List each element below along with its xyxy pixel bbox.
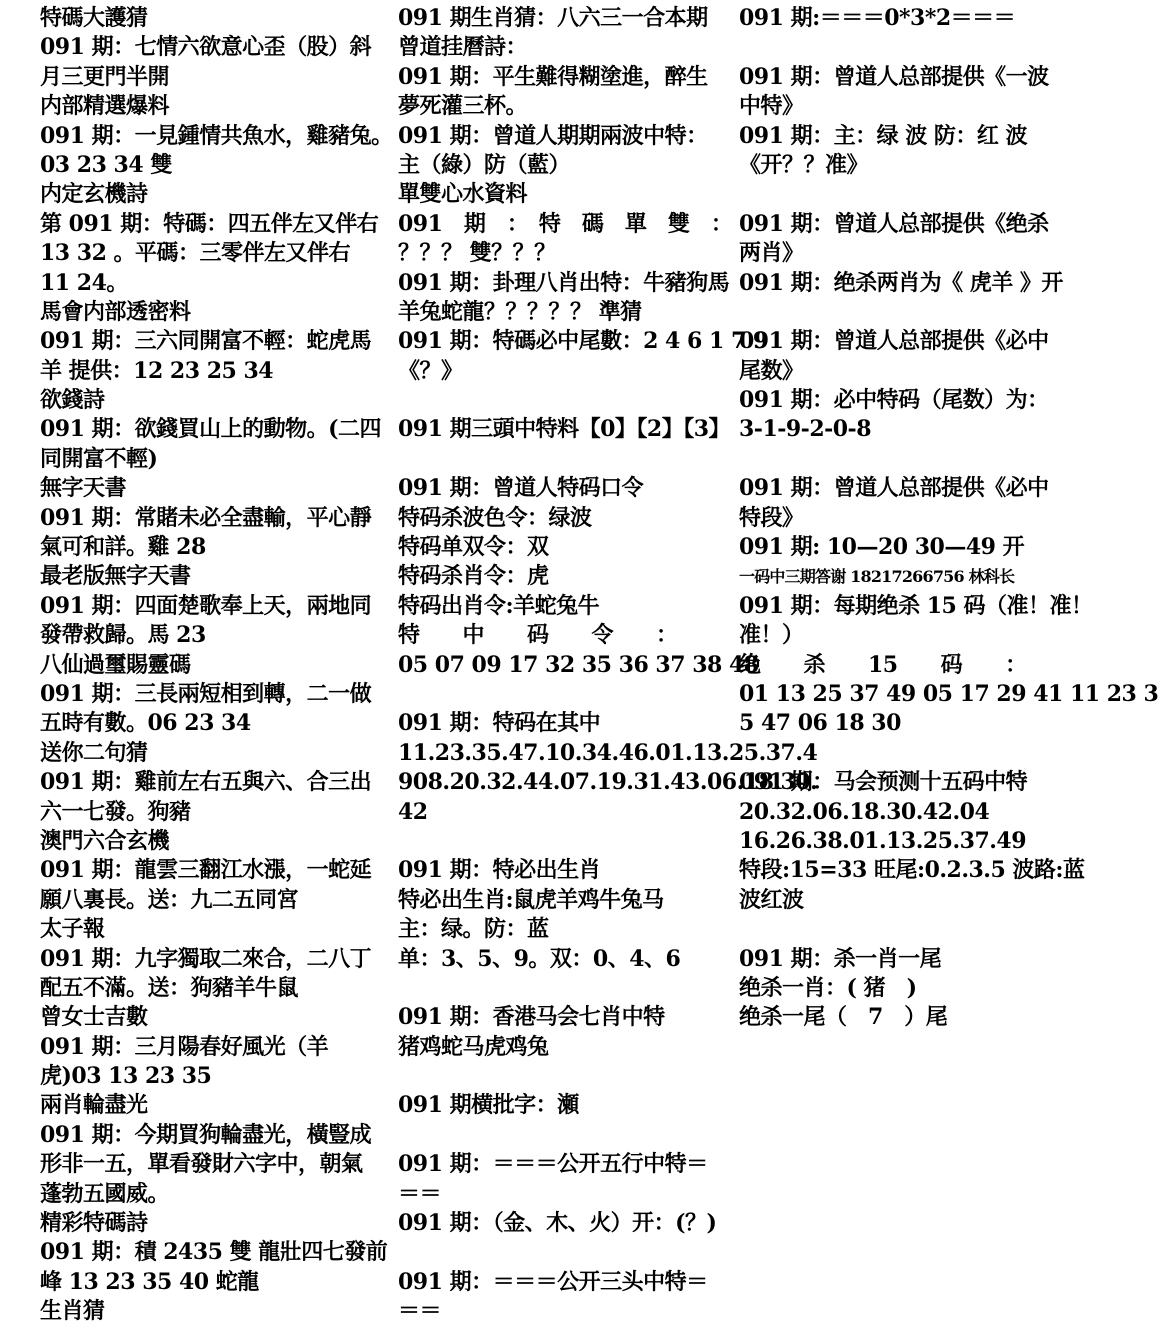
col3-line: 中特》 bbox=[739, 93, 804, 120]
col2-line: 091 期：＝＝＝公开五行中特＝ bbox=[398, 1151, 708, 1178]
col3-line: 091 期：每期绝杀 15 码（准！准！ bbox=[739, 592, 1093, 619]
col1-line: 羊 提供：12 23 25 34 bbox=[40, 357, 274, 384]
col1-line: 配五不滿。送：狗豬羊牛鼠 bbox=[40, 974, 299, 1001]
col3-line: 准！） bbox=[739, 622, 804, 649]
col3-line: 3-1-9-2-0-8 bbox=[739, 416, 871, 443]
col2-line: 特码出肖令:羊蛇兔牛 bbox=[398, 592, 600, 619]
col1-line: 六一七發。狗豬 bbox=[40, 798, 191, 825]
col3-line bbox=[739, 298, 1069, 327]
col1-line: 同開富不輕) bbox=[40, 445, 158, 472]
col1-line: 氣可和詳。雞 28 bbox=[40, 534, 206, 561]
col2-line: 主（綠）防（藍） bbox=[398, 151, 571, 178]
col2-line: 091 期：（金、木、火）开：(？) bbox=[398, 1210, 717, 1237]
col1-line: 最老版無字天書 bbox=[40, 563, 191, 590]
col3-line: 091 期：必中特码（尾数）为： bbox=[739, 387, 1049, 414]
col2-line: 091 期：香港马会七肖中特 bbox=[398, 1004, 665, 1031]
col2-line: 曾道挂曆詩： bbox=[398, 34, 528, 61]
col3-line: 091 期：主：绿 波 防：红 波 bbox=[739, 122, 1028, 149]
col3-line: 091 期：绝杀两肖为《 虎羊 》开 bbox=[739, 269, 1063, 296]
col1-line: 03 23 34 雙 bbox=[40, 151, 172, 178]
col3-line bbox=[739, 33, 1069, 62]
col3-line: 091 期：曾道人总部提供《绝杀 bbox=[739, 210, 1049, 237]
col3-line: 091 期:＝＝＝0*3*2＝＝＝ bbox=[739, 5, 1016, 31]
col3-line: 两肖》 bbox=[739, 240, 804, 267]
column-left bbox=[40, 4, 393, 1327]
col2-line: ＝＝ bbox=[398, 1298, 442, 1325]
col1-line: 生肖猜 bbox=[40, 1298, 105, 1325]
col1-line: 虎)03 13 23 35 bbox=[40, 1063, 212, 1090]
col3-line: 091 期：曾道人总部提供《一波 bbox=[739, 63, 1049, 90]
col3-line: 特段:15=33 旺尾:0.2.3.5 波路:蓝 bbox=[739, 857, 1085, 884]
col2-line: ？？？ 雙？？？ bbox=[398, 240, 556, 267]
col1-line: 無字天書 bbox=[40, 475, 127, 502]
col1-line: 第 091 期：特碼：四五伴左又伴右 bbox=[40, 210, 379, 237]
col3-line: 091 期: 10—20 30—49 开 bbox=[739, 534, 1025, 561]
col3-line: 特段》 bbox=[739, 504, 804, 531]
col2-line: 908.20.32.44.07.19.31.43.06.18.30. bbox=[398, 769, 818, 796]
col3-line: 091 期：杀一肖一尾 bbox=[739, 945, 942, 972]
col2-line: 特 中 码 令 ： bbox=[398, 622, 678, 649]
col1-line: 091 期：一見鍾情共魚水，雞豬兔。 bbox=[40, 122, 393, 149]
col1-line: 091 期：龍雲三翻江水漲，一蛇延 bbox=[40, 857, 372, 884]
col1-line: 091 期：三月陽春好風光（羊 bbox=[40, 1033, 329, 1060]
col3-line: 01 13 25 37 49 05 17 29 41 11 23 3 bbox=[739, 680, 1158, 707]
col3-line: 16.26.38.01.13.25.37.49 bbox=[739, 827, 1027, 854]
col1-line: 内部精選爆料 bbox=[40, 93, 170, 120]
col2-line: 05 07 09 17 32 35 36 37 38 48 bbox=[398, 651, 759, 678]
col1-line: 091 期：今期買狗輪盡光，橫豎成 bbox=[40, 1121, 372, 1148]
col2-line: 091 期：曾道人期期兩波中特： bbox=[398, 122, 708, 149]
col2-line: 單雙心水資料 bbox=[398, 181, 528, 208]
col1-line: 馬會内部透密料 bbox=[40, 298, 191, 325]
col2-line bbox=[398, 1062, 728, 1091]
col2-line bbox=[398, 974, 728, 1003]
col2-line bbox=[398, 445, 728, 474]
column-right bbox=[739, 4, 1158, 1033]
col1-line: 091 期：三長兩短相到轉，二一做 bbox=[40, 680, 372, 707]
col2-line: 《？》 bbox=[398, 357, 463, 384]
col2-line: 091 期：特碼必中尾數：2 4 6 1 7 9 bbox=[398, 328, 768, 355]
col1-line: 091 期：積 2435 雙 龍壯四七發前 bbox=[40, 1239, 388, 1266]
col1-line: 091 期：常賭未必全盡輸，平心靜 bbox=[40, 504, 372, 531]
col3-line: 《开？？准》 bbox=[739, 151, 869, 178]
col1-line: 太子報 bbox=[40, 916, 105, 943]
col1-line: 發帶救歸。馬 23 bbox=[40, 622, 206, 649]
col3-line bbox=[739, 739, 1069, 768]
col3-line: 尾数》 bbox=[739, 357, 804, 384]
col1-line: 091 期：四面楚歌奉上天，兩地同 bbox=[40, 592, 372, 619]
col3-line: 5 47 06 18 30 bbox=[739, 710, 901, 737]
col3-line: 091 期：马会预测十五码中特 bbox=[739, 769, 1028, 796]
col2-line: 091 期：卦理八肖出特：牛豬狗馬 bbox=[398, 269, 730, 296]
col2-line: 091 期：曾道人特码口令 bbox=[398, 475, 644, 502]
col1-line: 送你二句猜 bbox=[40, 739, 148, 766]
col1-line: 091 期：三六同開富不輕：蛇虎馬 bbox=[40, 328, 372, 355]
col2-line: 特码杀肖令：虎 bbox=[398, 563, 549, 590]
col1-line: 願八裏長。送：九二五同宮 bbox=[40, 886, 299, 913]
col2-line: 091 期生肖猜：八六三一合本期 bbox=[398, 5, 708, 31]
col2-line bbox=[398, 680, 728, 709]
col2-line: 091 期：＝＝＝公开三头中特＝ bbox=[398, 1268, 708, 1295]
col2-line: 特必出生肖:鼠虎羊鸡牛兔马 bbox=[398, 886, 664, 913]
col2-line: 091 期三頭中特料【0】【2】【3】 bbox=[398, 416, 731, 443]
col2-line: 091 期横批字：瀬 bbox=[398, 1092, 579, 1119]
col2-line: 主：绿。防：蓝 bbox=[398, 916, 549, 943]
col2-line: 特码杀波色令：绿波 bbox=[398, 504, 592, 531]
col3-line: 20.32.06.18.30.42.04 bbox=[739, 798, 990, 825]
col2-line: 091 期：特必出生肖 bbox=[398, 857, 601, 884]
col3-line: 波红波 bbox=[739, 886, 804, 913]
col1-line: 特碼大護猜 bbox=[40, 5, 148, 31]
col1-line: 内定玄機詩 bbox=[40, 181, 148, 208]
col2-line: 单：3、5、9。双：0、4、6 bbox=[398, 945, 681, 972]
col1-line: 13 32 。平碼：三零伴左又伴右 bbox=[40, 240, 351, 267]
col3-line bbox=[739, 445, 1069, 474]
col1-line: 091 期：七情六欲意心歪（股）斜 bbox=[40, 34, 372, 61]
col1-line: 欲錢詩 bbox=[40, 387, 105, 414]
col3-line: 绝杀一肖：( 猪 ) bbox=[739, 974, 917, 1001]
col2-line: 42 bbox=[398, 798, 428, 825]
col3-line: 一码中三期答谢 18217266756 林科长 bbox=[739, 567, 1015, 587]
col1-line: 091 期：雞前左右五與六、合三出 bbox=[40, 769, 372, 796]
col2-line: 夢死灌三杯。 bbox=[398, 93, 528, 120]
col1-line: 11 24。 bbox=[40, 269, 128, 296]
col1-line: 八仙過璽賜靈碼 bbox=[40, 651, 191, 678]
col1-line: 五時有數。06 23 34 bbox=[40, 710, 251, 737]
col1-line: 091 期：九字獨取二來合，二八丁 bbox=[40, 945, 372, 972]
col3-line: 绝 杀 15 码 ： bbox=[739, 651, 1027, 678]
col1-line: 曾女士吉數 bbox=[40, 1004, 148, 1031]
col3-line: 091 期：曾道人总部提供《必中 bbox=[739, 475, 1049, 502]
col2-line bbox=[398, 386, 728, 415]
col1-line: 精彩特碼詩 bbox=[40, 1210, 148, 1237]
col2-line: 091 期 ： 特 碼 單 雙 ： bbox=[398, 210, 733, 237]
col2-line bbox=[398, 1238, 728, 1267]
col2-line: 091 期：特码在其中 bbox=[398, 710, 601, 737]
col3-line: 091 期：曾道人总部提供《必中 bbox=[739, 328, 1049, 355]
col1-line: 澳門六合玄機 bbox=[40, 827, 170, 854]
col1-line: 兩肖輪盡光 bbox=[40, 1092, 148, 1119]
col3-line bbox=[739, 180, 1069, 209]
col2-line bbox=[398, 1121, 728, 1150]
col2-line: 猪鸡蛇马虎鸡兔 bbox=[398, 1033, 549, 1060]
col2-line: 羊兔蛇龍？？？？？ 準猜 bbox=[398, 298, 642, 325]
col2-line: 091 期：平生難得糊塗進，醉生 bbox=[398, 63, 708, 90]
col1-line: 091 期：欲錢買山上的動物。(二四 bbox=[40, 416, 381, 443]
col3-line: 绝杀一尾（ 7 ）尾 bbox=[739, 1004, 948, 1031]
col2-line: 11.23.35.47.10.34.46.01.13.25.37.4 bbox=[398, 739, 818, 766]
col2-line: 特码单双令：双 bbox=[398, 534, 549, 561]
col1-line: 蓬勃五國威。 bbox=[40, 1180, 170, 1207]
col2-line bbox=[398, 827, 728, 856]
col1-line: 峰 13 23 35 40 蛇龍 bbox=[40, 1268, 259, 1295]
col1-line: 形非一五，單看發財六字中，朝氣 bbox=[40, 1151, 363, 1178]
col1-line: 月三更門半開 bbox=[40, 63, 170, 90]
col2-line: ＝＝ bbox=[398, 1180, 442, 1207]
col3-line bbox=[739, 915, 1069, 944]
